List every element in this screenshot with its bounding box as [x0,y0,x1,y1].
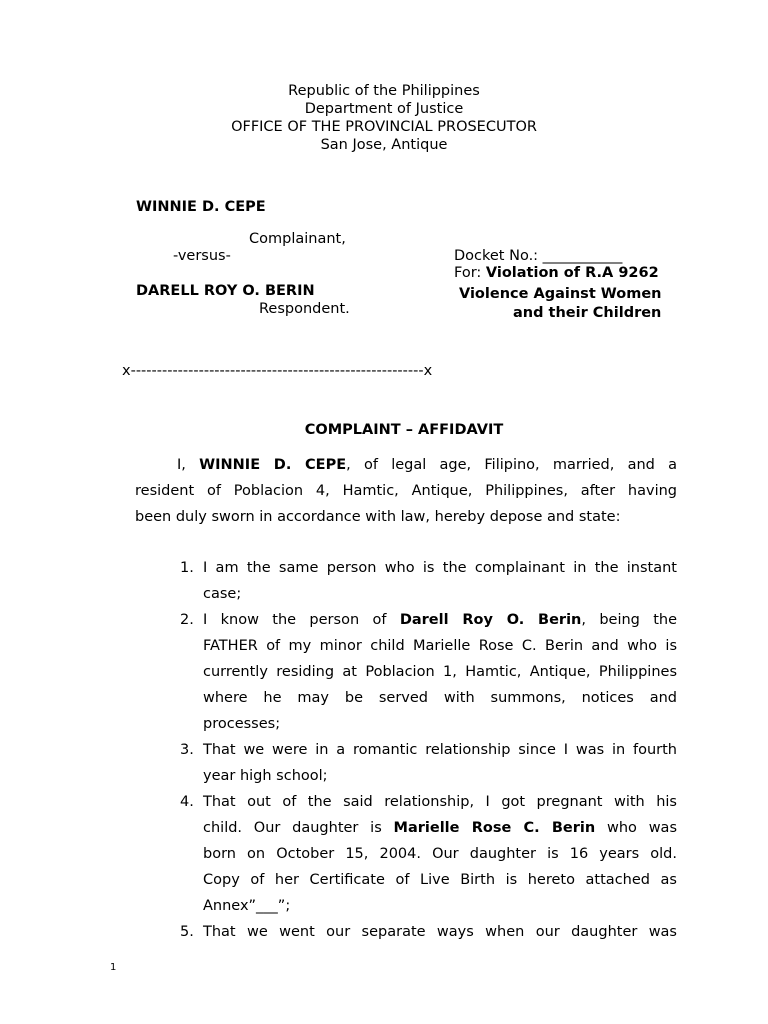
intro-pronoun: I, [177,457,186,473]
intro-line-3: been duly sworn in accordance with law, hereby depose and state: [135,509,621,525]
list-item [180,607,677,737]
caption-separator: x--------------------------------------------------------x [122,363,433,379]
list-number: 2. [180,612,194,628]
list-number: 3. [180,742,194,758]
text-segment: child. Our daughter is [203,820,382,836]
header-location: San Jose, Antique [320,137,448,153]
header-republic: Republic of the Philippines [288,83,480,99]
letterhead [0,82,768,154]
list-item-line: born on October 15, 2004. Our daughter is 16 years old. [203,846,677,862]
complainant-name: WINNIE D. CEPE [136,199,266,215]
allegations-list [180,555,677,945]
for-label: For: [454,265,482,281]
list-item-line: processes; [203,716,281,732]
list-item [180,789,677,919]
list-item [180,555,677,607]
list-item-line: FATHER of my minor child Marielle Rose C. Berin and who is [203,638,677,654]
intro-line-1-rest: , of legal age, Filipino, married, and a [346,457,677,473]
violation-line-3: and their Children [513,305,662,321]
list-item-line: I am the same person who is the complainant in the instant [203,560,677,576]
respondent-role: Respondent. [259,301,350,317]
intro-line-2: resident of Poblacion 4, Hamtic, Antique, Philippines, after having [135,483,677,499]
respondent-name: DARELL ROY O. BERIN [136,283,315,299]
docket-number: Docket No.: ___________ [454,248,623,264]
intro-paragraph [135,452,677,530]
document-title: COMPLAINT – AFFIDAVIT [304,422,504,438]
list-item-line: Annex”___”; [203,898,291,914]
list-number: 4. [180,794,194,810]
list-item [180,919,677,945]
list-item-line: currently residing at Poblacion 1, Hamtic, Antique, Philippines [203,664,677,680]
violation-line-2: Violence Against Women [459,286,662,302]
daughter-name-inline: Marielle Rose C. Berin [393,820,596,836]
header-department: Department of Justice [304,101,464,117]
respondent-name-inline: Darell Roy O. Berin [399,612,582,628]
page-number: 1 [110,962,117,973]
case-for-line [454,265,659,281]
list-number: 5. [180,924,194,940]
intro-affiant-name: WINNIE D. CEPE [199,457,347,473]
intro-line-1 [135,452,677,478]
text-segment: , being the [581,612,678,628]
list-item-line: That we were in a romantic relationship since I was in fourth [203,742,677,758]
list-item-line: That we went our separate ways when our daughter was [203,924,677,940]
list-number: 1. [180,560,194,576]
list-item-line: year high school; [203,768,328,784]
list-item-line [203,607,677,633]
list-item-line: Copy of her Certificate of Live Birth is hereto attached as [203,872,677,888]
complainant-role: Complainant, [249,231,346,247]
list-item [180,737,677,789]
list-item-line: That out of the said relationship, I got pregnant with his [203,794,677,810]
list-item-line [203,815,677,841]
header-office: OFFICE OF THE PROVINCIAL PROSECUTOR [231,119,537,135]
text-segment: I know the person of [203,612,387,628]
violation-title: Violation of R.A 9262 [485,265,659,281]
list-item-line: case; [203,586,242,602]
text-segment: who was [607,820,677,836]
versus-label: -versus- [173,248,231,264]
list-item-line: where he may be served with summons, notices and [203,690,677,706]
